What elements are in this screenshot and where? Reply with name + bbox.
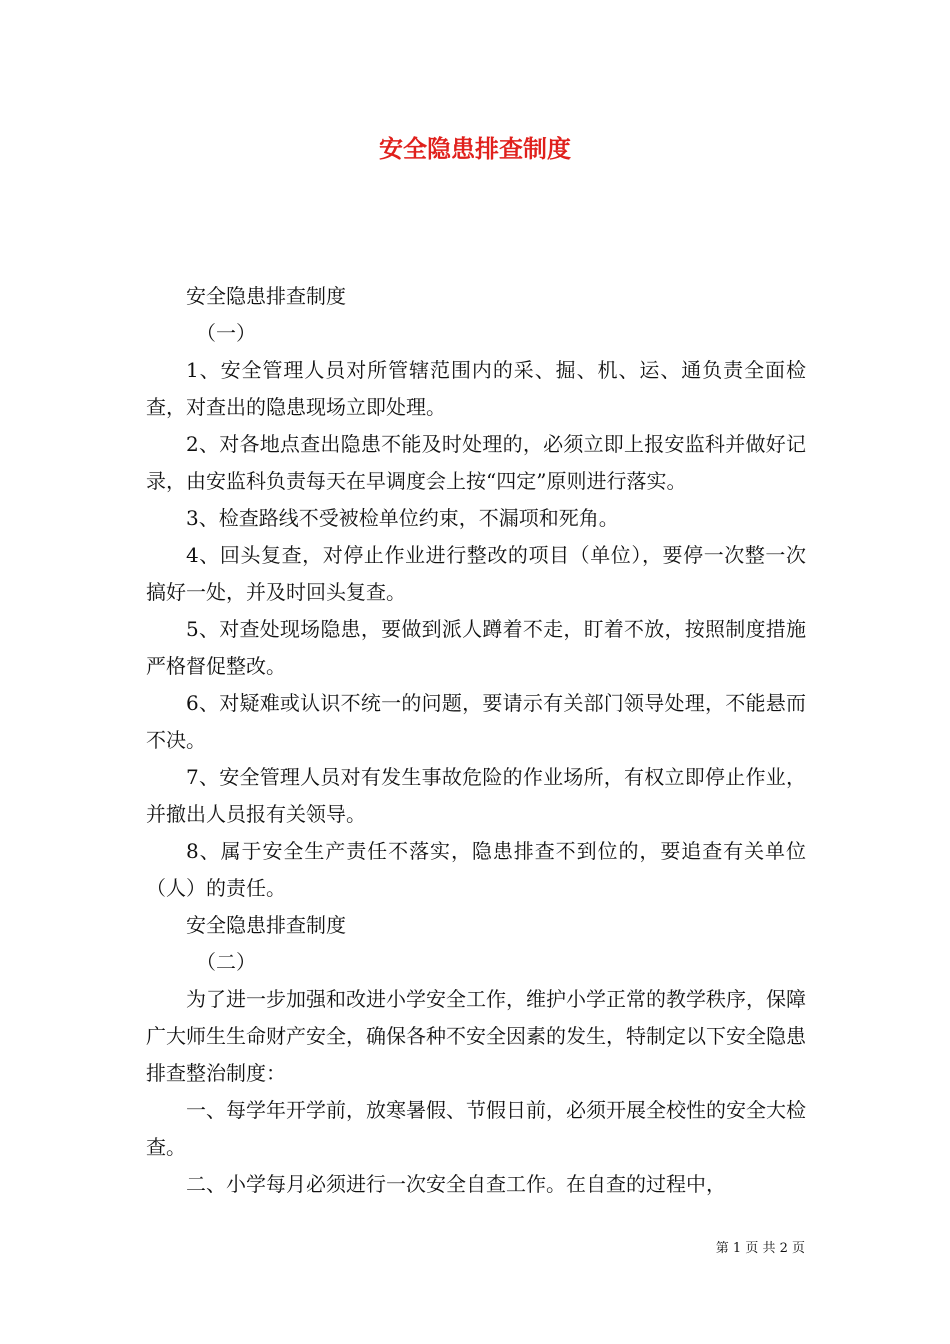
section-marker: （一） (196, 321, 256, 345)
paragraph: 7、安全管理人员对有发生事故危险的作业场所，有权立即停止作业，并撤出人员报有关领导。 (146, 765, 806, 826)
paragraph: 4、回头复查，对停止作业进行整改的项目（单位），要停一次整一次搞好一处，并及时回头复查。 (146, 543, 806, 604)
paragraph: 8、属于安全生产责任不落实，隐患排查不到位的，要追查有关单位（人）的责任。 (146, 839, 806, 900)
paragraph: 5、对查处现场隐患，要做到派人蹲着不走，盯着不放，按照制度措施严格督促整改。 (146, 617, 806, 678)
paragraph: 1、安全管理人员对所管辖范围内的采、掘、机、运、通负责全面检查，对查出的隐患现场立即处理。 (146, 358, 806, 419)
page-number: 第 1 页 共 2 页 (715, 1241, 805, 1256)
paragraph: 安全隐患排查制度 (186, 913, 346, 937)
paragraph: 6、对疑难或认识不统一的问题，要请示有关部门领导处理，不能悬而不决。 (146, 691, 806, 752)
paragraph: 二、小学每月必须进行一次安全自查工作。在自查的过程中， (186, 1172, 726, 1196)
section-marker: （二） (196, 950, 256, 974)
paragraph: 3、检查路线不受被检单位约束，不漏项和死角。 (186, 506, 619, 530)
document-body (146, 278, 806, 1203)
paragraph: 为了进一步加强和改进小学安全工作，维护小学正常的教学秩序，保障广大师生生命财产安全，确保各种不安全因素的发生，特制定以下安全隐患排查整治制度： (146, 987, 806, 1085)
paragraph: 一、每学年开学前，放寒暑假、节假日前，必须开展全校性的安全大检查。 (146, 1098, 806, 1159)
paragraph: 2、对各地点查出隐患不能及时处理的，必须立即上报安监科并做好记录，由安监科负责每天在早调度会上按“四定”原则进行落实。 (146, 432, 806, 493)
paragraph: 安全隐患排查制度 (186, 284, 346, 308)
document-title: 安全隐患排查制度 (379, 135, 571, 163)
